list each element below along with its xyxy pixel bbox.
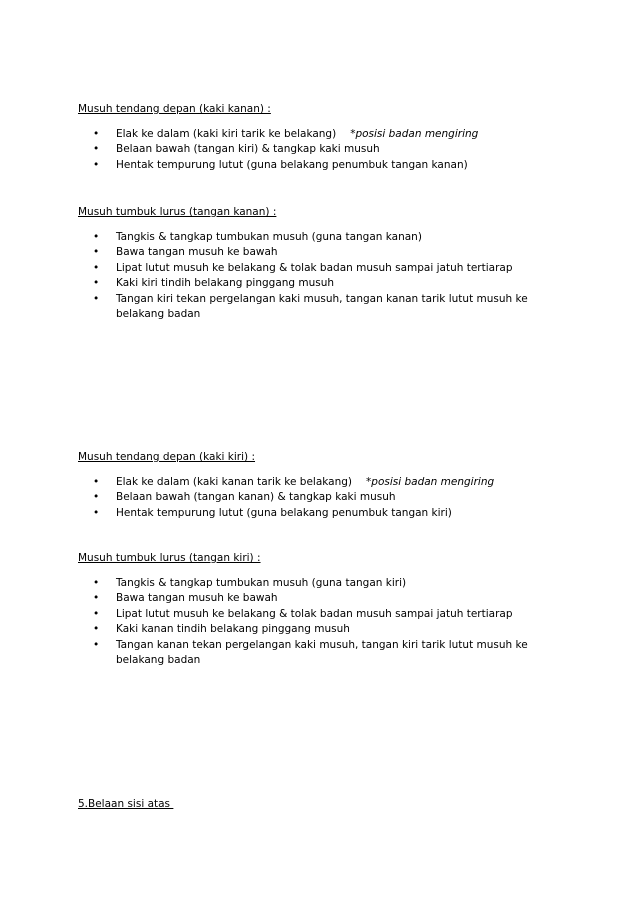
bullet-icon: • [93,261,100,274]
list-item [78,230,558,245]
list-item-text: Hentak tempurung lutut (guna belakang penumbuk tangan kiri) [116,506,452,519]
section-heading: Musuh tendang depan (kaki kanan) : [78,103,271,115]
bullet-icon: • [93,277,100,290]
list-item-text: Elak ke dalam (kaki kiri tarik ke belakang) [116,128,337,140]
section-tendang-kaki-kiri [78,450,558,521]
section-belaan-sisi-atas [78,797,558,811]
list-item [78,245,558,260]
bullet-icon: • [93,143,100,156]
bullet-icon: • [93,592,100,605]
list-item-text: Tangan kanan tekan pergelangan kaki musuh, tangan kiri tarik lutut musuh ke belakang badan [116,638,528,667]
list-item-text: Lipat lutut musuh ke belakang & tolak badan musuh sampai jatuh tertiarap [116,261,513,274]
section-heading: Musuh tumbuk lurus (tangan kanan) : [78,206,277,218]
bullet-icon: • [93,577,100,589]
list-item-text: Lipat lutut musuh ke belakang & tolak badan musuh sampai jatuh tertiarap [116,607,513,620]
bullet-list [78,230,558,322]
list-item [78,475,558,490]
list-item [78,591,558,606]
list-item [78,622,558,637]
section-tumbuk-tangan-kiri [78,551,558,668]
bullet-icon: • [93,292,100,305]
bullet-icon: • [93,246,100,259]
list-item-text: Belaan bawah (tangan kiri) & tangkap kaki musuh [116,143,380,156]
list-item-text: Bawa tangan musuh ke bawah [116,246,278,259]
list-item [78,607,558,622]
bullet-list [78,576,558,668]
bullet-list [78,127,558,173]
bullet-icon: • [93,158,100,171]
bullet-icon: • [93,623,100,636]
list-item-note: *posisi badan mengiring [350,128,479,140]
section-tumbuk-tangan-kanan [78,205,558,322]
list-item [78,506,558,521]
list-item-text: Tangan kiri tekan pergelangan kaki musuh, tangan kanan tarik lutut musuh ke belakang badan [116,292,528,321]
list-item [78,490,558,505]
bullet-icon: • [93,491,100,504]
bullet-icon: • [93,506,100,519]
list-item-text: Hentak tempurung lutut (guna belakang penumbuk tangan kanan) [116,158,468,171]
list-item-text: Elak ke dalam (kaki kanan tarik ke belakang) [116,476,353,488]
bullet-icon: • [93,607,100,620]
section-heading: 5.Belaan sisi atas [78,798,174,810]
list-item [78,638,558,669]
section-tendang-kaki-kanan [78,102,558,173]
bullet-list [78,475,558,521]
list-item-text: Tangkis & tangkap tumbukan musuh (guna tangan kiri) [116,577,407,589]
section-heading: Musuh tendang depan (kaki kiri) : [78,451,256,463]
list-item [78,576,558,591]
list-item-text: Belaan bawah (tangan kanan) & tangkap kaki musuh [116,491,396,504]
section-heading: Musuh tumbuk lurus (tangan kiri) : [78,552,261,564]
list-item-note: *posisi badan mengiring [366,476,495,488]
list-item-text: Bawa tangan musuh ke bawah [116,592,278,605]
list-item [78,261,558,276]
bullet-icon: • [93,476,100,488]
list-item [78,158,558,173]
list-item-text: Tangkis & tangkap tumbukan musuh (guna tangan kanan) [116,231,422,243]
list-item-text: Kaki kanan tindih belakang pinggang musuh [116,623,350,636]
bullet-icon: • [93,128,100,140]
bullet-icon: • [93,638,100,651]
list-item [78,276,558,291]
list-item [78,142,558,157]
bullet-icon: • [93,231,100,243]
list-item-text: Kaki kiri tindih belakang pinggang musuh [116,277,335,290]
list-item [78,292,558,323]
list-item [78,127,558,142]
